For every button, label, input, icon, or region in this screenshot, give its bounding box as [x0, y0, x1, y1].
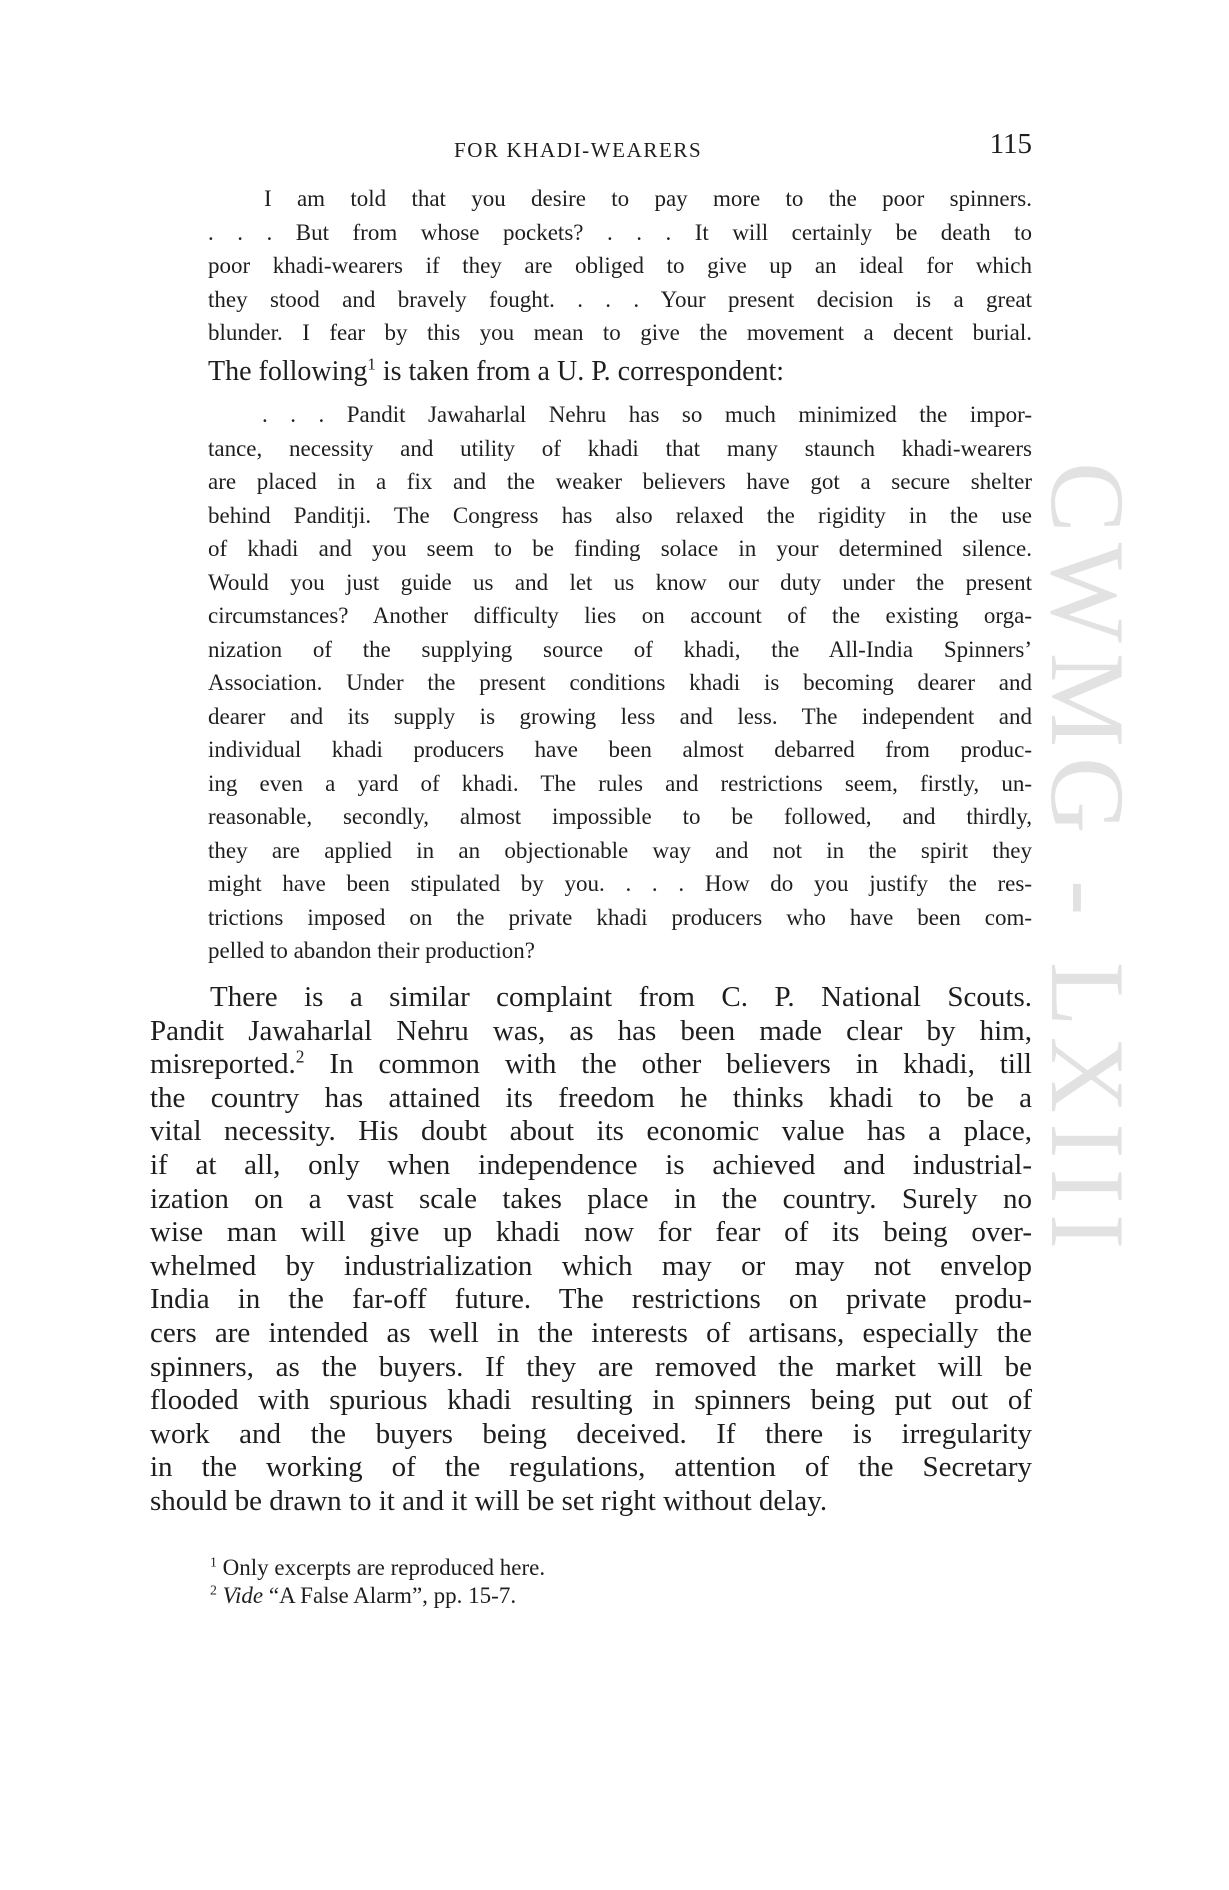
quote-line: they are applied in an objectionable way and not in the spirit they [208, 837, 1032, 863]
footnote-1 [210, 1554, 545, 1582]
body-line: There is a similar complaint from C. P. National Scouts. [210, 981, 1032, 1013]
body-line: India in the far-off future. The restrictions on private produ- [150, 1283, 1032, 1316]
quote-line: circumstances? Another difficulty lies on account of the existing orga- [208, 603, 1032, 628]
quote-line: poor khadi-wearers if they are obliged to give up an ideal for which [208, 253, 1032, 278]
quote-line: Would you just guide us and let us know our duty under the present [208, 569, 1032, 595]
body-line: wise man will give up khadi now for fear of its being over- [150, 1216, 1032, 1249]
quote-line: behind Panditji. The Congress has also relaxed the rigidity in the use [208, 502, 1032, 528]
quote-line: might have been stipulated by you. . . . How do you justify the res- [208, 871, 1032, 896]
footnote-number: 1 [210, 1554, 217, 1570]
body-line: should be drawn to it and it will be set right without delay. [150, 1484, 828, 1517]
body-text: In common with the other believers in khadi, till [304, 1048, 1032, 1081]
body-line: Pandit Jawaharlal Nehru was, as has been made clear by him, [150, 1014, 1032, 1047]
quote-line: individual khadi producers have been almost debarred from produc- [208, 737, 1032, 762]
body-text: misreported. [150, 1048, 296, 1081]
body-line [150, 1048, 1032, 1082]
footnote-italic: Vide [222, 1583, 264, 1608]
intro-paragraph [208, 354, 1032, 390]
body-line: cers are intended as well in the interests of artisans, especially the [150, 1316, 1032, 1349]
footnote-text: “A False Alarm”, pp. 15-7. [263, 1583, 517, 1608]
intro-text: The following [208, 356, 368, 387]
quote-line: tance, necessity and utility of khadi that many staunch khadi-wearers [208, 435, 1032, 461]
quote-line: reasonable, secondly, almost impossible to be followed, and thirdly, [208, 804, 1032, 829]
page-number: 115 [989, 128, 1032, 160]
footnote-2 [210, 1582, 545, 1610]
body-line: spinners, as the buyers. If they are removed the market will be [150, 1350, 1032, 1383]
body-paragraph [150, 981, 1032, 1519]
footnote-text: Only excerpts are reproduced here. [222, 1555, 546, 1580]
quoted-letter-1 [208, 182, 1032, 350]
quote-line: pelled to abandon their production? [208, 938, 536, 963]
quote-line: dearer and its supply is growing less and less. The independent and [208, 703, 1032, 729]
quote-line: . . . Pandit Jawaharlal Nehru has so much minimized the impor- [262, 402, 1032, 427]
footnote-ref: 1 [367, 354, 376, 374]
page-header [150, 128, 1032, 168]
body-line: in the working of the regulations, attention of the Secretary [150, 1451, 1032, 1484]
footnote-ref: 2 [295, 1046, 305, 1067]
running-head: FOR KHADI-WEARERS [454, 138, 703, 162]
quote-line: nization of the supplying source of khadi, the All-India Spinners’ [208, 636, 1032, 662]
watermark [1029, 462, 1146, 1452]
body-line: whelmed by industrialization which may or may not envelop [150, 1249, 1032, 1282]
quoted-letter-2 [208, 398, 1032, 968]
quote-line: they stood and bravely fought. . . . Your present decision is a great [208, 286, 1032, 312]
quote-line: blunder. I fear by this you mean to give the movement a decent burial. [208, 320, 1032, 345]
quote-line: . . . But from whose pockets? . . . It will certainly be death to [208, 219, 1032, 245]
quote-line: Association. Under the present conditions khadi is becoming dearer and [208, 670, 1032, 695]
intro-text: is taken from a U. P. correspondent: [375, 356, 785, 387]
body-line: vital necessity. His doubt about its economic value has a place, [150, 1115, 1032, 1148]
footnote-number: 2 [210, 1582, 217, 1598]
quote-line: I am told that you desire to pay more to the poor spinners. [264, 186, 1032, 211]
body-line: flooded with spurious khadi resulting in spinners being put out of [150, 1384, 1032, 1417]
body-line: ization on a vast scale takes place in the country. Surely no [150, 1182, 1032, 1215]
body-line: work and the buyers being deceived. If there is irregularity [150, 1417, 1032, 1450]
body-line: if at all, only when independence is achieved and industrial- [150, 1148, 1032, 1181]
quote-line: of khadi and you seem to be finding solace in your determined silence. [208, 536, 1032, 561]
quote-line: ing even a yard of khadi. The rules and restrictions seem, firstly, un- [208, 770, 1032, 796]
quote-line: trictions imposed on the private khadi producers who have been com- [208, 904, 1032, 930]
body-line: the country has attained its freedom he thinks khadi to be a [150, 1081, 1032, 1114]
quote-line: are placed in a fix and the weaker believers have got a secure shelter [208, 469, 1032, 494]
watermark-text: CWMG - LXIII [1029, 462, 1146, 1260]
footnotes [210, 1554, 545, 1610]
